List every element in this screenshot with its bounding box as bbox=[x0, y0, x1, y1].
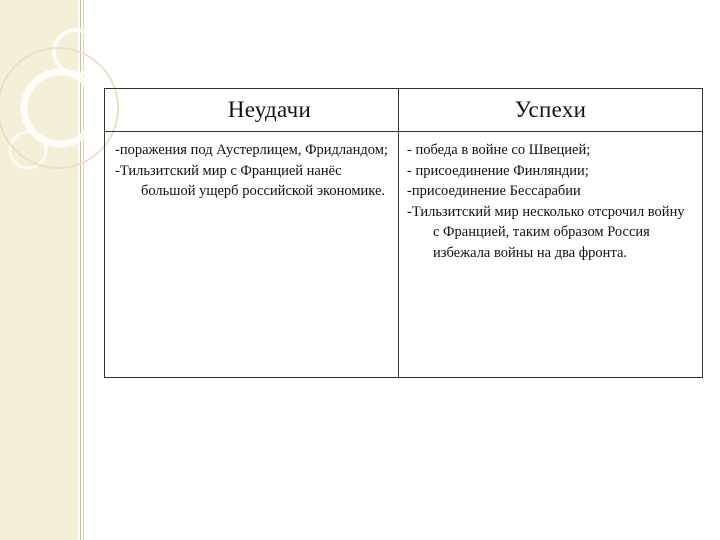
failure-item: -Тильзитский мир с Францией нанёс большой ущерб российской экономике. bbox=[115, 162, 386, 199]
table-body-row bbox=[105, 132, 703, 378]
header-failures-label: Неудачи bbox=[227, 97, 312, 122]
success-item: - присоединение Финляндии; bbox=[407, 162, 589, 179]
successes-cell bbox=[399, 132, 703, 378]
successes-list bbox=[399, 140, 702, 263]
failures-list bbox=[105, 140, 398, 202]
table-header-row bbox=[105, 89, 703, 132]
decorative-circles-graphic bbox=[0, 0, 120, 220]
success-item: -присоединение Бессарабии bbox=[407, 183, 581, 199]
header-failures bbox=[105, 89, 399, 132]
header-successes bbox=[399, 89, 703, 132]
comparison-table bbox=[104, 88, 703, 378]
failure-item: -поражения под Аустерлицем, Фридландом; bbox=[115, 142, 388, 158]
failures-cell bbox=[105, 132, 399, 378]
success-item: -Тильзитский мир несколько отсрочил войну с Францией, таким образом Россия избежала войны на два фронта. bbox=[407, 203, 685, 261]
header-successes-label: Успехи bbox=[514, 97, 587, 122]
success-item: - победа в войне со Швецией; bbox=[407, 142, 591, 158]
decorative-ring-small bbox=[54, 30, 98, 74]
